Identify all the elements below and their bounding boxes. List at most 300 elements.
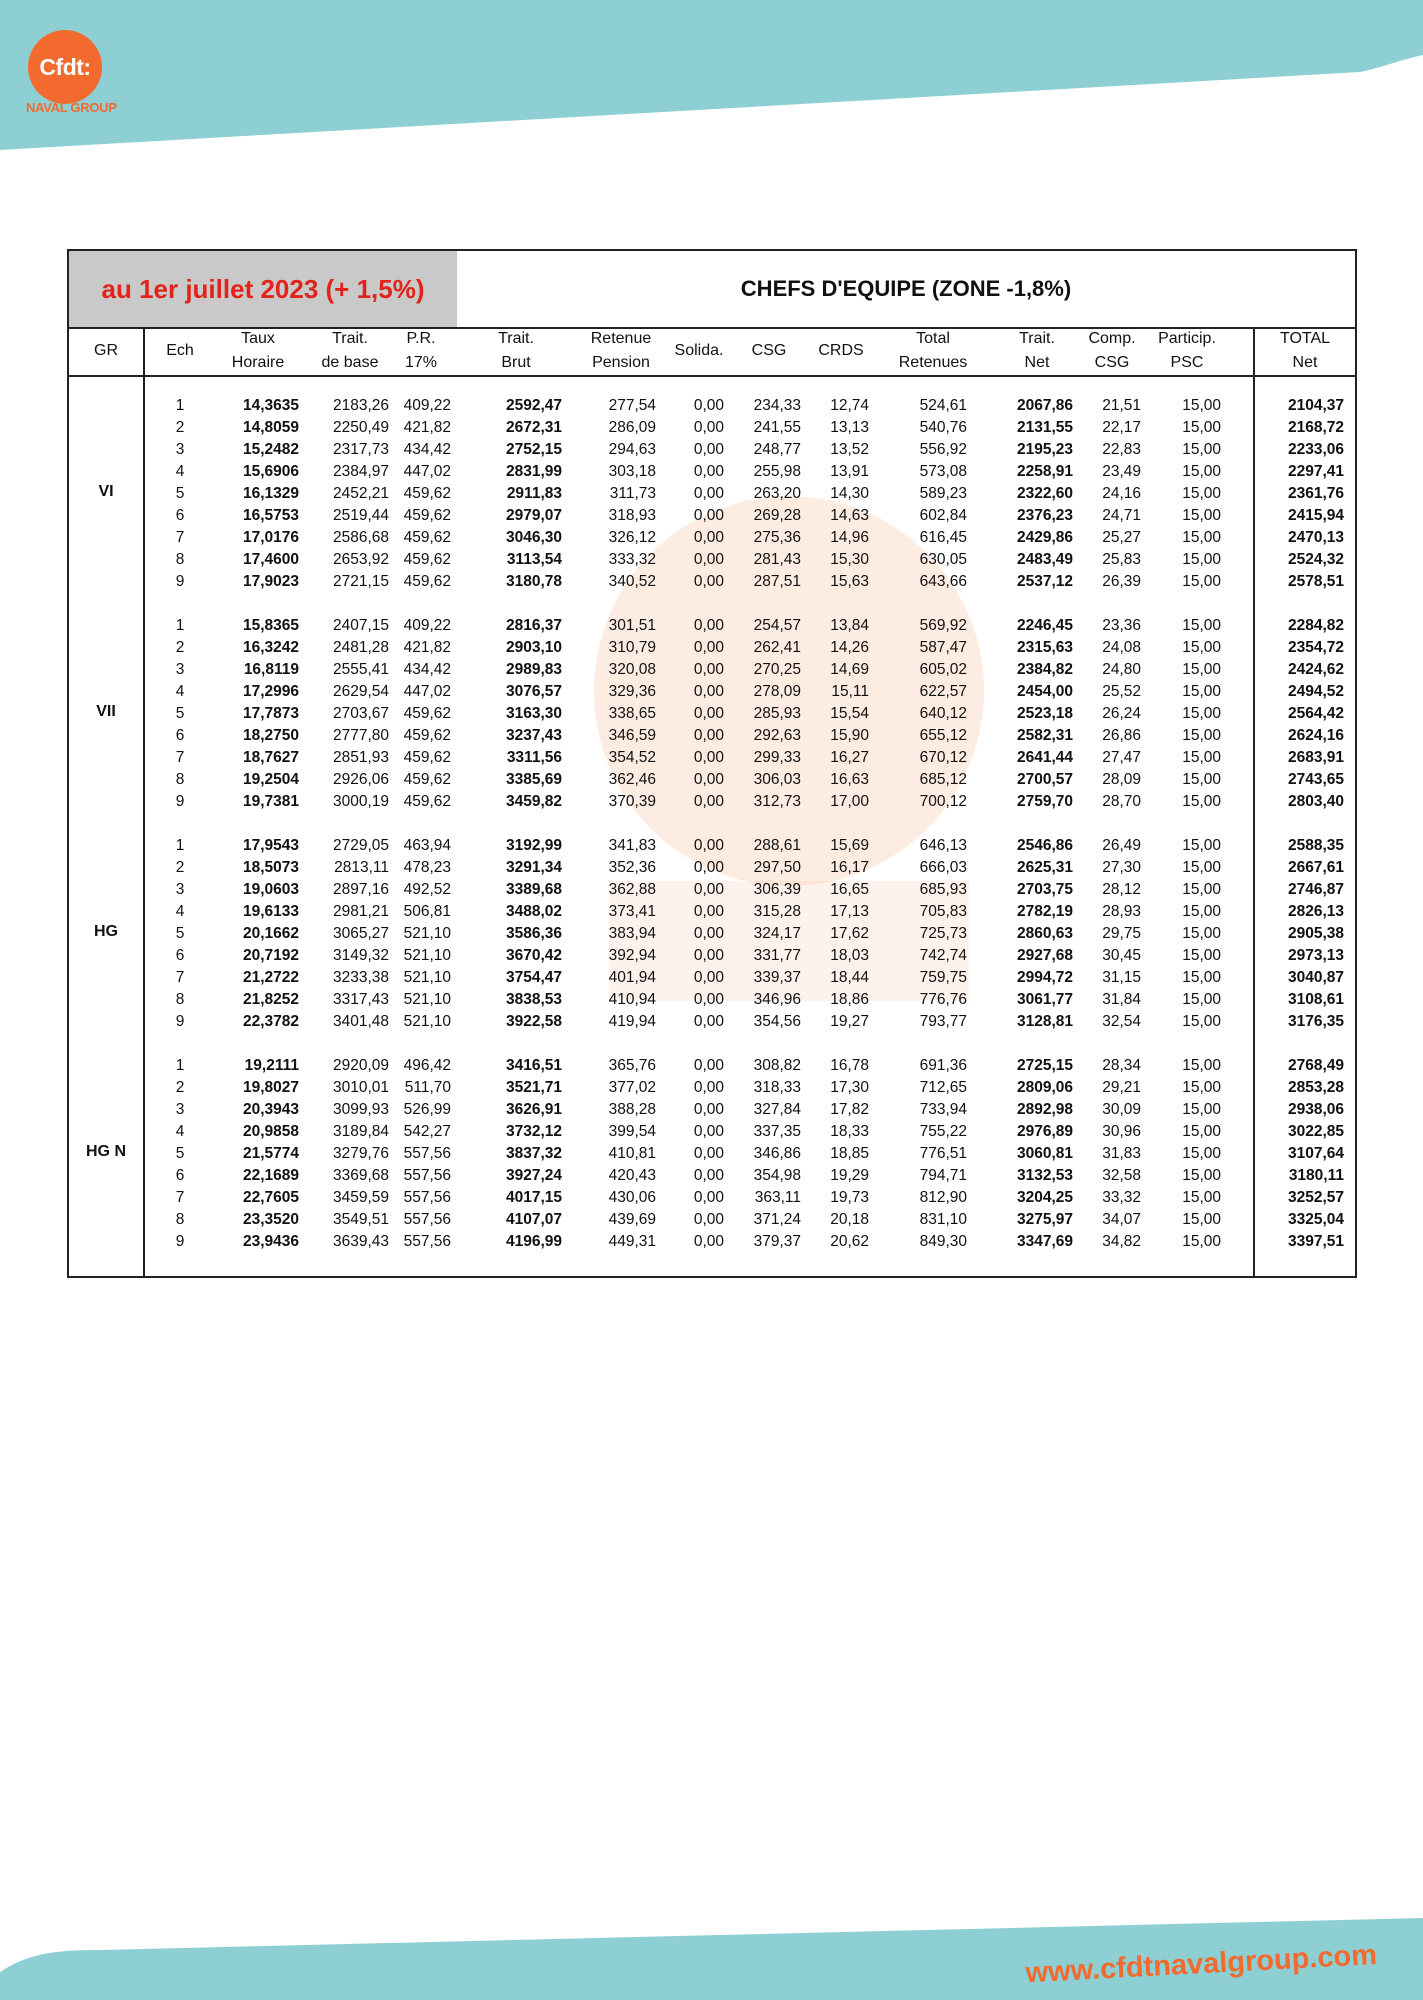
- taux-horaire-cell: 19,8027: [242, 1079, 299, 1096]
- traitement-net-cell: 2703,75: [1016, 881, 1073, 898]
- csg-cell: 318,33: [753, 1079, 801, 1096]
- crds-cell: 16,65: [830, 881, 869, 898]
- traitement-base-cell: 2407,15: [332, 617, 389, 634]
- solidarite-cell: 0,00: [693, 1167, 724, 1184]
- total-net-cell: 3107,64: [1287, 1145, 1344, 1162]
- solidarite-cell: 0,00: [693, 991, 724, 1008]
- table-row: [69, 549, 1355, 571]
- taux-horaire-cell: 19,2111: [244, 1057, 299, 1074]
- taux-horaire-cell: 17,9543: [242, 837, 299, 854]
- csg-cell: 327,84: [753, 1101, 801, 1118]
- traitement-base-cell: 2183,26: [332, 397, 389, 414]
- total-net-cell: 3022,85: [1287, 1123, 1344, 1140]
- taux-horaire-cell: 20,7192: [242, 947, 299, 964]
- crds-cell: 18,85: [830, 1145, 869, 1162]
- pr-cell: 459,62: [403, 705, 451, 722]
- solidarite-cell: 0,00: [693, 419, 724, 436]
- pr-cell: 557,56: [403, 1233, 451, 1250]
- traitement-brut-cell: 2592,47: [505, 397, 562, 414]
- traitement-net-cell: 2523,18: [1016, 705, 1073, 722]
- crds-cell: 18,86: [830, 991, 869, 1008]
- column-header-line1: Trait.: [332, 330, 368, 347]
- table-row: [69, 857, 1355, 879]
- crds-cell: 13,52: [830, 441, 869, 458]
- traitement-base-cell: 3317,43: [332, 991, 389, 1008]
- echelon-cell: 1: [175, 837, 185, 854]
- taux-horaire-cell: 20,3943: [242, 1101, 299, 1118]
- traitement-base-cell: 3065,27: [332, 925, 389, 942]
- total-retenues-cell: 655,12: [919, 727, 967, 744]
- pr-cell: 409,22: [403, 397, 451, 414]
- retenue-pension-cell: 392,94: [608, 947, 656, 964]
- column-header-line1: TOTAL: [1279, 330, 1331, 347]
- traitement-net-cell: 2195,23: [1016, 441, 1073, 458]
- traitement-brut-cell: 3113,54: [506, 551, 562, 568]
- total-retenues-cell: 712,65: [919, 1079, 967, 1096]
- total-net-cell: 2853,28: [1287, 1079, 1344, 1096]
- solidarite-cell: 0,00: [693, 1101, 724, 1118]
- traitement-net-cell: 2131,55: [1016, 419, 1073, 436]
- comp-csg-cell: 30,96: [1102, 1123, 1141, 1140]
- total-retenues-cell: 776,51: [919, 1145, 967, 1162]
- taux-horaire-cell: 16,3242: [242, 639, 299, 656]
- comp-csg-cell: 25,52: [1102, 683, 1141, 700]
- echelon-cell: 8: [175, 991, 185, 1008]
- retenue-pension-cell: 320,08: [608, 661, 656, 678]
- traitement-net-cell: 2537,12: [1016, 573, 1073, 590]
- retenue-pension-cell: 365,76: [608, 1057, 656, 1074]
- total-retenues-cell: 622,57: [919, 683, 967, 700]
- column-header-line2: Retenues: [898, 354, 968, 371]
- traitement-brut-cell: 3291,34: [505, 859, 562, 876]
- traitement-base-cell: 2586,68: [332, 529, 389, 546]
- pr-cell: 447,02: [403, 683, 451, 700]
- particip-psc-cell: 15,00: [1182, 903, 1221, 920]
- table-row: [69, 835, 1355, 857]
- echelon-cell: 9: [175, 573, 185, 590]
- crds-cell: 12,74: [830, 397, 869, 414]
- csg-cell: 297,50: [753, 859, 801, 876]
- particip-psc-cell: 15,00: [1182, 1123, 1221, 1140]
- particip-psc-cell: 15,00: [1182, 859, 1221, 876]
- pr-cell: 434,42: [403, 661, 451, 678]
- retenue-pension-cell: 362,88: [608, 881, 656, 898]
- particip-psc-cell: 15,00: [1182, 1145, 1221, 1162]
- traitement-brut-cell: 3389,68: [505, 881, 562, 898]
- column-header: [1255, 327, 1355, 375]
- echelon-cell: 9: [175, 793, 185, 810]
- total-net-cell: 2470,13: [1287, 529, 1344, 546]
- traitement-net-cell: 2315,63: [1016, 639, 1073, 656]
- comp-csg-cell: 28,12: [1102, 881, 1141, 898]
- traitement-base-cell: 2555,41: [332, 661, 389, 678]
- traitement-net-cell: 2067,86: [1016, 397, 1073, 414]
- total-retenues-cell: 794,71: [919, 1167, 967, 1184]
- pr-cell: 459,62: [403, 551, 451, 568]
- pr-cell: 521,10: [403, 947, 451, 964]
- csg-cell: 306,03: [753, 771, 801, 788]
- total-net-cell: 3397,51: [1287, 1233, 1344, 1250]
- traitement-net-cell: 2860,63: [1016, 925, 1073, 942]
- column-header: [464, 327, 568, 375]
- retenue-pension-cell: 318,93: [608, 507, 656, 524]
- crds-cell: 19,73: [830, 1189, 869, 1206]
- taux-horaire-cell: 17,2996: [242, 683, 299, 700]
- comp-csg-cell: 31,84: [1102, 991, 1141, 1008]
- traitement-net-cell: 2892,98: [1016, 1101, 1073, 1118]
- taux-horaire-cell: 17,0176: [242, 529, 299, 546]
- table-row: [69, 747, 1355, 769]
- traitement-brut-cell: 3192,99: [505, 837, 562, 854]
- group-label: VII: [96, 703, 116, 720]
- total-net-cell: 2168,72: [1287, 419, 1344, 436]
- retenue-pension-cell: 399,54: [608, 1123, 656, 1140]
- echelon-cell: 4: [175, 463, 185, 480]
- echelon-cell: 2: [175, 859, 185, 876]
- comp-csg-cell: 32,58: [1102, 1167, 1141, 1184]
- column-header: [734, 327, 804, 375]
- total-net-cell: 2905,38: [1287, 925, 1344, 942]
- csg-cell: 269,28: [753, 507, 801, 524]
- csg-cell: 281,43: [753, 551, 801, 568]
- comp-csg-cell: 24,16: [1102, 485, 1141, 502]
- particip-psc-cell: 15,00: [1182, 683, 1221, 700]
- solidarite-cell: 0,00: [693, 969, 724, 986]
- solidarite-cell: 0,00: [693, 727, 724, 744]
- taux-horaire-cell: 18,2750: [242, 727, 299, 744]
- total-retenues-cell: 691,36: [919, 1057, 967, 1074]
- taux-horaire-cell: 20,1662: [242, 925, 299, 942]
- table-row: [69, 461, 1355, 483]
- total-net-cell: 3040,87: [1287, 969, 1344, 986]
- retenue-pension-cell: 294,63: [608, 441, 656, 458]
- header-row: [69, 327, 1355, 377]
- csg-cell: 248,77: [753, 441, 801, 458]
- solidarite-cell: 0,00: [693, 551, 724, 568]
- comp-csg-cell: 26,39: [1102, 573, 1141, 590]
- traitement-base-cell: 2629,54: [332, 683, 389, 700]
- traitement-brut-cell: 3180,78: [505, 573, 562, 590]
- traitement-brut-cell: 3732,12: [505, 1123, 562, 1140]
- csg-cell: 299,33: [753, 749, 801, 766]
- table-row: [69, 1187, 1355, 1209]
- table-row: [69, 1099, 1355, 1121]
- traitement-net-cell: 2782,19: [1016, 903, 1073, 920]
- pr-cell: 557,56: [403, 1211, 451, 1228]
- crds-cell: 19,27: [830, 1013, 869, 1030]
- traitement-base-cell: 2926,06: [332, 771, 389, 788]
- particip-psc-cell: 15,00: [1182, 551, 1221, 568]
- retenue-pension-cell: 286,09: [608, 419, 656, 436]
- particip-psc-cell: 15,00: [1182, 639, 1221, 656]
- comp-csg-cell: 25,83: [1102, 551, 1141, 568]
- echelon-cell: 1: [175, 617, 185, 634]
- traitement-base-cell: 2317,73: [332, 441, 389, 458]
- crds-cell: 13,91: [830, 463, 869, 480]
- table-row: [69, 681, 1355, 703]
- traitement-brut-cell: 4017,15: [505, 1189, 562, 1206]
- echelon-cell: 6: [175, 947, 185, 964]
- taux-horaire-cell: 16,5753: [242, 507, 299, 524]
- traitement-brut-cell: 2903,10: [505, 639, 562, 656]
- retenue-pension-cell: 340,52: [608, 573, 656, 590]
- column-header-line1: Retenue: [590, 330, 652, 347]
- taux-horaire-cell: 15,6906: [242, 463, 299, 480]
- traitement-net-cell: 2625,31: [1016, 859, 1073, 876]
- echelon-cell: 6: [175, 507, 185, 524]
- traitement-brut-cell: 3626,91: [505, 1101, 562, 1118]
- traitement-brut-cell: 3237,43: [505, 727, 562, 744]
- table-row: [69, 989, 1355, 1011]
- comp-csg-cell: 24,80: [1102, 661, 1141, 678]
- traitement-brut-cell: 3838,53: [505, 991, 562, 1008]
- crds-cell: 14,96: [830, 529, 869, 546]
- table-row: [69, 659, 1355, 681]
- crds-cell: 15,90: [830, 727, 869, 744]
- pr-cell: 557,56: [403, 1167, 451, 1184]
- pr-cell: 447,02: [403, 463, 451, 480]
- traitement-brut-cell: 3459,82: [505, 793, 562, 810]
- logo-subtitle: NAVAL GROUP: [26, 100, 117, 115]
- solidarite-cell: 0,00: [693, 397, 724, 414]
- echelon-cell: 7: [175, 969, 185, 986]
- retenue-pension-cell: 311,73: [609, 485, 656, 502]
- column-header: [989, 327, 1085, 375]
- solidarite-cell: 0,00: [693, 771, 724, 788]
- crds-cell: 13,13: [830, 419, 869, 436]
- retenue-pension-cell: 377,02: [608, 1079, 656, 1096]
- retenue-pension-cell: 449,31: [608, 1233, 656, 1250]
- pr-cell: 409,22: [403, 617, 451, 634]
- total-retenues-cell: 605,02: [919, 661, 967, 678]
- retenue-pension-cell: 388,28: [608, 1101, 656, 1118]
- echelon-cell: 9: [175, 1233, 185, 1250]
- pr-cell: 557,56: [403, 1189, 451, 1206]
- traitement-net-cell: 2582,31: [1016, 727, 1073, 744]
- column-header-line2: Horaire: [231, 354, 285, 371]
- column-header-line1: CSG: [751, 342, 787, 359]
- column-header-line1: Comp.: [1088, 330, 1136, 347]
- total-net-cell: 2973,13: [1287, 947, 1344, 964]
- echelon-cell: 4: [175, 1123, 185, 1140]
- traitement-brut-cell: 2831,99: [505, 463, 562, 480]
- comp-csg-cell: 31,15: [1102, 969, 1141, 986]
- column-header-line2: PSC: [1170, 354, 1204, 371]
- crds-cell: 16,27: [830, 749, 869, 766]
- traitement-brut-cell: 3586,36: [505, 925, 562, 942]
- column-header-line2: de base: [321, 354, 379, 371]
- comp-csg-cell: 22,17: [1102, 419, 1141, 436]
- pr-cell: 459,62: [403, 485, 451, 502]
- traitement-brut-cell: 2989,83: [505, 661, 562, 678]
- retenue-pension-cell: 419,94: [608, 1013, 656, 1030]
- group-label: VI: [98, 483, 114, 500]
- table-row: [69, 1231, 1355, 1253]
- total-retenues-cell: 646,13: [919, 837, 967, 854]
- pr-cell: 421,82: [403, 639, 451, 656]
- comp-csg-cell: 28,93: [1102, 903, 1141, 920]
- total-retenues-cell: 587,47: [919, 639, 967, 656]
- csg-cell: 270,25: [753, 661, 801, 678]
- particip-psc-cell: 15,00: [1182, 705, 1221, 722]
- retenue-pension-cell: 410,81: [608, 1145, 656, 1162]
- pr-cell: 459,62: [403, 529, 451, 546]
- taux-horaire-cell: 22,1689: [242, 1167, 299, 1184]
- traitement-brut-cell: 3046,30: [505, 529, 562, 546]
- traitement-brut-cell: 4196,99: [505, 1233, 562, 1250]
- taux-horaire-cell: 21,8252: [242, 991, 299, 1008]
- solidarite-cell: 0,00: [693, 507, 724, 524]
- total-retenues-cell: 831,10: [919, 1211, 967, 1228]
- traitement-brut-cell: 3416,51: [505, 1057, 562, 1074]
- pr-cell: 459,62: [403, 573, 451, 590]
- solidarite-cell: 0,00: [693, 903, 724, 920]
- traitement-base-cell: 3549,51: [332, 1211, 389, 1228]
- table-title: CHEFS D'EQUIPE (ZONE -1,8%): [740, 276, 1072, 301]
- taux-horaire-cell: 14,3635: [242, 397, 299, 414]
- echelon-cell: 2: [175, 1079, 185, 1096]
- group-label: HG: [94, 923, 118, 940]
- table-row: [69, 769, 1355, 791]
- table-row: [69, 703, 1355, 725]
- traitement-net-cell: 2700,57: [1016, 771, 1073, 788]
- traitement-brut-cell: 2816,37: [505, 617, 562, 634]
- table-row: [69, 395, 1355, 417]
- traitement-net-cell: 2454,00: [1016, 683, 1073, 700]
- total-retenues-cell: 540,76: [919, 419, 967, 436]
- taux-horaire-cell: 16,1329: [242, 485, 299, 502]
- total-retenues-cell: 759,75: [919, 969, 967, 986]
- csg-cell: 263,20: [753, 485, 801, 502]
- pr-cell: 511,70: [404, 1079, 451, 1096]
- column-header-line1: Taux: [241, 330, 275, 347]
- comp-csg-cell: 28,70: [1102, 793, 1141, 810]
- particip-psc-cell: 15,00: [1182, 397, 1221, 414]
- table-row: [69, 1209, 1355, 1231]
- pr-cell: 459,62: [403, 793, 451, 810]
- traitement-net-cell: 2976,89: [1016, 1123, 1073, 1140]
- traitement-brut-cell: 3837,32: [505, 1145, 562, 1162]
- total-retenues-cell: 602,84: [919, 507, 967, 524]
- cfdt-logo: [28, 30, 102, 104]
- crds-cell: 18,44: [830, 969, 869, 986]
- traitement-base-cell: 2813,11: [334, 859, 389, 876]
- echelon-cell: 6: [175, 727, 185, 744]
- traitement-base-cell: 3279,76: [332, 1145, 389, 1162]
- traitement-base-cell: 2851,93: [332, 749, 389, 766]
- total-net-cell: 2768,49: [1287, 1057, 1344, 1074]
- csg-cell: 324,17: [753, 925, 801, 942]
- taux-horaire-cell: 18,7627: [242, 749, 299, 766]
- retenue-pension-cell: 277,54: [608, 397, 656, 414]
- total-net-cell: 2564,42: [1287, 705, 1344, 722]
- header-band: [0, 0, 1423, 150]
- total-retenues-cell: 812,90: [919, 1189, 967, 1206]
- crds-cell: 16,17: [830, 859, 869, 876]
- comp-csg-cell: 27,30: [1102, 859, 1141, 876]
- taux-horaire-cell: 14,8059: [242, 419, 299, 436]
- comp-csg-cell: 26,49: [1102, 837, 1141, 854]
- csg-cell: 288,61: [753, 837, 801, 854]
- total-net-cell: 2354,72: [1287, 639, 1344, 656]
- pr-cell: 521,10: [403, 925, 451, 942]
- solidarite-cell: 0,00: [693, 1233, 724, 1250]
- traitement-net-cell: 3132,53: [1016, 1167, 1073, 1184]
- comp-csg-cell: 28,34: [1102, 1057, 1141, 1074]
- solidarite-cell: 0,00: [693, 1057, 724, 1074]
- traitement-brut-cell: 3076,57: [505, 683, 562, 700]
- solidarite-cell: 0,00: [693, 881, 724, 898]
- pr-cell: 506,81: [403, 903, 451, 920]
- retenue-pension-cell: 326,12: [608, 529, 656, 546]
- retenue-pension-cell: 301,51: [608, 617, 656, 634]
- echelon-cell: 8: [175, 771, 185, 788]
- traitement-base-cell: 2481,28: [332, 639, 389, 656]
- particip-psc-cell: 15,00: [1182, 1013, 1221, 1030]
- table-row: [69, 967, 1355, 989]
- total-retenues-cell: 556,92: [919, 441, 967, 458]
- echelon-cell: 2: [175, 639, 185, 656]
- crds-cell: 20,62: [830, 1233, 869, 1250]
- traitement-base-cell: 2981,21: [332, 903, 389, 920]
- crds-cell: 14,63: [830, 507, 869, 524]
- solidarite-cell: 0,00: [693, 1145, 724, 1162]
- total-retenues-cell: 589,23: [919, 485, 967, 502]
- csg-cell: 254,57: [753, 617, 801, 634]
- table-row: [69, 923, 1355, 945]
- solidarite-cell: 0,00: [693, 529, 724, 546]
- traitement-net-cell: 2258,91: [1016, 463, 1073, 480]
- comp-csg-cell: 24,71: [1102, 507, 1141, 524]
- solidarite-cell: 0,00: [693, 661, 724, 678]
- total-net-cell: 2494,52: [1287, 683, 1344, 700]
- column-header-line1: Ech: [166, 342, 194, 359]
- echelon-cell: 6: [175, 1167, 185, 1184]
- title-row: [69, 251, 1355, 329]
- effective-date: au 1er juillet 2023 (+ 1,5%): [101, 273, 425, 304]
- total-net-cell: 3180,11: [1288, 1167, 1344, 1184]
- salary-table: [67, 249, 1357, 1278]
- particip-psc-cell: 15,00: [1182, 1233, 1221, 1250]
- comp-csg-cell: 34,82: [1102, 1233, 1141, 1250]
- echelon-cell: 1: [175, 397, 185, 414]
- total-retenues-cell: 685,12: [919, 771, 967, 788]
- group-label: HG N: [86, 1143, 126, 1160]
- particip-psc-cell: 15,00: [1182, 485, 1221, 502]
- csg-cell: 354,56: [753, 1013, 801, 1030]
- pr-cell: 459,62: [403, 727, 451, 744]
- table-row: [69, 1077, 1355, 1099]
- solidarite-cell: 0,00: [693, 1189, 724, 1206]
- crds-cell: 14,30: [830, 485, 869, 502]
- traitement-brut-cell: 3385,69: [505, 771, 562, 788]
- column-header-line1: GR: [94, 342, 118, 359]
- traitement-net-cell: 2384,82: [1016, 661, 1073, 678]
- total-retenues-cell: 742,74: [919, 947, 967, 964]
- crds-cell: 15,30: [830, 551, 869, 568]
- total-retenues-cell: 705,83: [919, 903, 967, 920]
- pr-cell: 459,62: [403, 507, 451, 524]
- traitement-base-cell: 3401,48: [332, 1013, 389, 1030]
- solidarite-cell: 0,00: [693, 925, 724, 942]
- total-retenues-cell: 666,03: [919, 859, 967, 876]
- echelon-cell: 8: [175, 551, 185, 568]
- particip-psc-cell: 15,00: [1182, 529, 1221, 546]
- traitement-base-cell: 3639,43: [332, 1233, 389, 1250]
- echelon-cell: 9: [175, 1013, 185, 1030]
- particip-psc-cell: 15,00: [1182, 1167, 1221, 1184]
- taux-horaire-cell: 16,8119: [243, 661, 299, 678]
